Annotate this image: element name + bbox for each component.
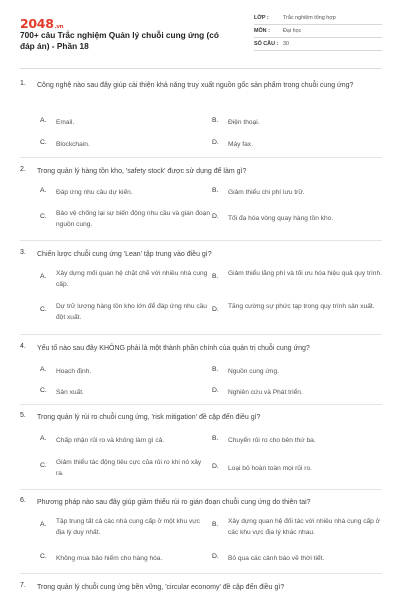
question-number: 1. xyxy=(20,80,26,87)
option-text: Bỏ qua các cảnh báo về thời tiết. xyxy=(228,555,325,562)
option-letter: B. xyxy=(212,435,219,442)
option-letter: D. xyxy=(212,213,219,220)
option-letter: C. xyxy=(40,306,47,313)
question-divider xyxy=(20,489,382,490)
option-letter: A. xyxy=(40,117,47,124)
option-text: Nghiên cứu và Phát triển. xyxy=(228,389,303,396)
meta-value: Đại học xyxy=(283,28,302,34)
question-number: 3. xyxy=(20,249,26,256)
option-text: Nguồn cung ứng. xyxy=(228,368,279,375)
option-letter: A. xyxy=(40,187,47,194)
option-letter: D. xyxy=(212,387,219,394)
option-text: Xây dựng quan hệ đối tác với nhiều nhà cung cấp ở các khu vực địa lý khác nhau. xyxy=(228,518,381,536)
option-text: Tăng cường sự phức tạp trong quy trình sản xuất. xyxy=(228,303,375,310)
question-number: 6. xyxy=(20,497,26,504)
option-text: Máy fax. xyxy=(228,141,253,148)
option-letter: D. xyxy=(212,553,219,560)
meta-key: MÔN : xyxy=(254,28,270,34)
question-divider xyxy=(20,573,382,574)
question-text: Phương pháp nào sau đây giúp giảm thiểu rủi ro gián đoạn chuỗi cung ứng do thiên tai? xyxy=(37,499,311,506)
option-letter: A. xyxy=(40,273,47,280)
question-divider xyxy=(20,404,382,405)
option-letter: B. xyxy=(212,366,219,373)
meta-row-count xyxy=(254,38,382,51)
option-letter: C. xyxy=(40,462,47,469)
option-text: Không mua bảo hiểm cho hàng hóa. xyxy=(56,555,163,562)
question-text: Trong quản lý chuỗi cung ứng bền vững, 'circular economy' đề cập đến điều gì? xyxy=(37,584,285,591)
option-text: Chuyển rủi ro cho bên thứ ba. xyxy=(228,437,316,444)
option-text: Tập trung tất cả các nhà cung cấp ở một khu vực địa lý duy nhất. xyxy=(56,518,200,536)
option-text: Hoạch định. xyxy=(56,368,92,375)
question-text: Chiến lược chuỗi cung ứng 'Lean' tập trung vào điều gì? xyxy=(37,251,212,258)
option-text: Sản xuất. xyxy=(56,389,84,396)
option-letter: B. xyxy=(212,187,219,194)
option-text: Bảo vệ chống lại sự biến động nhu cầu và gián đoạn nguồn cung. xyxy=(56,210,210,228)
option-letter: D. xyxy=(212,139,219,146)
option-letter: D. xyxy=(212,463,219,470)
option-letter: A. xyxy=(40,521,47,528)
question-number: 2. xyxy=(20,166,26,173)
question-text: Trong quản lý rủi ro chuỗi cung ứng, 'risk mitigation' đề cập đến điều gì? xyxy=(37,414,261,421)
question-divider xyxy=(20,334,382,335)
meta-row-class xyxy=(254,12,382,25)
option-text: Đáp ứng nhu cầu dự kiến. xyxy=(56,189,133,196)
option-letter: C. xyxy=(40,213,47,220)
option-text: Giảm thiểu lãng phí và tối ưu hóa hiệu quả quy trình. xyxy=(228,270,382,277)
document-title: 700+ câu Trắc nghiệm Quản lý chuỗi cung ứng (có đáp án) - Phần 18 xyxy=(20,30,219,51)
option-letter: B. xyxy=(212,273,219,280)
meta-value: Trắc nghiệm tổng hợp xyxy=(283,15,336,21)
option-letter: C. xyxy=(40,387,47,394)
option-text: Xây dựng mối quan hệ chặt chẽ với nhiều nhà cung cấp. xyxy=(56,270,208,288)
option-letter: C. xyxy=(40,139,47,146)
option-text: Loại bỏ hoàn toàn mọi rủi ro. xyxy=(228,465,312,472)
site-logo[interactable] xyxy=(20,16,63,31)
question-number: 5. xyxy=(20,412,26,419)
document-meta xyxy=(254,12,382,51)
option-text: Giảm thiểu chi phí lưu trữ. xyxy=(228,189,305,196)
meta-key: LỚP : xyxy=(254,15,269,21)
document-header xyxy=(0,0,400,64)
meta-key: SỐ CÂU : xyxy=(254,41,279,47)
option-text: Giảm thiểu tác động tiêu cực của rủi ro khi nó xảy ra. xyxy=(56,459,202,477)
meta-value: 30 xyxy=(283,41,289,47)
meta-row-subject xyxy=(254,25,382,38)
question-divider xyxy=(20,240,382,241)
logo-text: 2048 xyxy=(20,16,54,31)
option-text: Chấp nhận rủi ro và không làm gì cả. xyxy=(56,437,165,444)
question-text: Yếu tố nào sau đây KHÔNG phải là một thành phần chính của quản trị chuỗi cung ứng? xyxy=(37,345,310,352)
question-number: 4. xyxy=(20,343,26,350)
question-text: Công nghệ nào sau đây giúp cải thiện khả năng truy xuất nguồn gốc sản phẩm trong chuỗi cung ứng? xyxy=(37,82,354,89)
question-text: Trong quản lý hàng tồn kho, 'safety stock' được sử dụng để làm gì? xyxy=(37,168,247,175)
option-letter: D. xyxy=(212,306,219,313)
option-letter: A. xyxy=(40,366,47,373)
option-letter: B. xyxy=(212,117,219,124)
option-text: Điện thoại. xyxy=(228,119,260,126)
header-divider xyxy=(20,68,382,69)
question-number: 7. xyxy=(20,582,26,589)
option-text: Tối đa hóa vòng quay hàng tồn kho. xyxy=(228,215,334,222)
option-letter: A. xyxy=(40,435,47,442)
option-letter: C. xyxy=(40,553,47,560)
option-letter: B. xyxy=(212,521,219,528)
option-text: Blockchain. xyxy=(56,141,90,148)
logo-domain: .vn xyxy=(54,24,64,30)
option-text: Dự trữ lượng hàng tồn kho lớn để đáp ứng nhu cầu đột xuất. xyxy=(56,303,207,321)
question-divider xyxy=(20,157,382,158)
option-text: Email. xyxy=(56,119,75,126)
